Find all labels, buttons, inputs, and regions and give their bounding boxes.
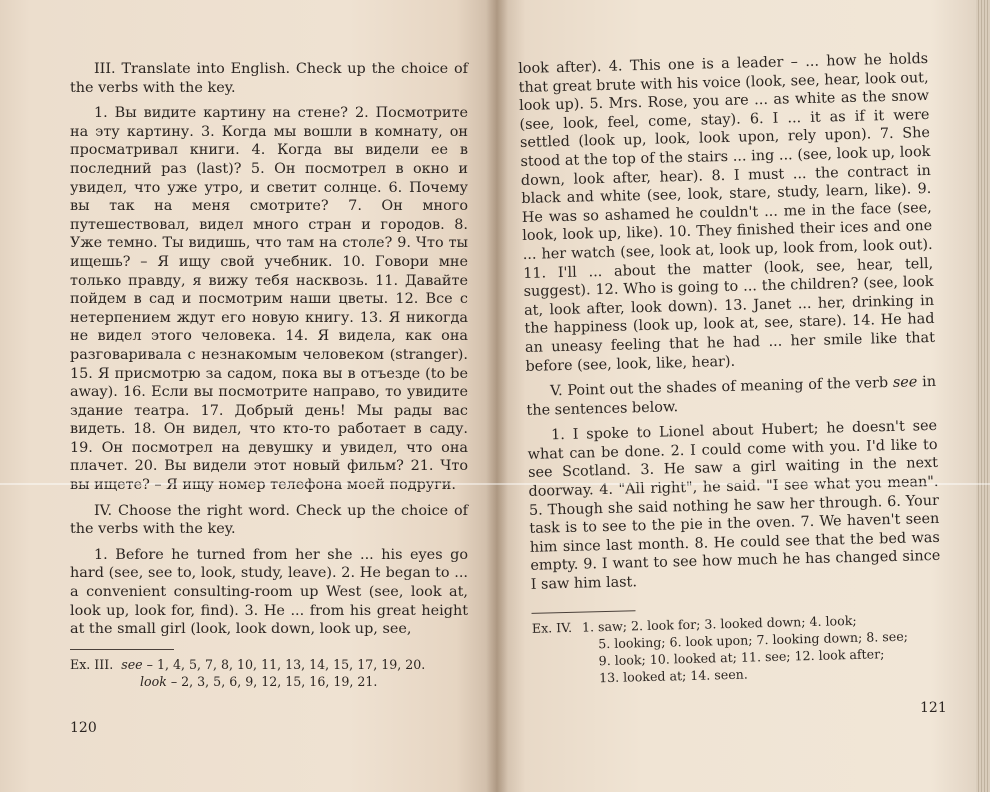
key-look-word: look <box>140 673 167 689</box>
key-label-ex4: Ex. IV. <box>531 619 573 636</box>
key-ex4-line-4: 13. looked at; 14. seen. <box>598 666 748 685</box>
exercise-5-heading-start: V. Point out the shades of meaning of the verb <box>549 375 889 400</box>
answer-key-ex4 <box>532 609 944 687</box>
page-number-right: 121 <box>920 700 947 716</box>
exercise-5-text: 1. I spoke to Lionel about Hubert; he doesn't see what can be done. 2. I could come with you. I'd like to see Scotland. 3. He saw a girl waiting in the next doorway. 4. "All right", he said. "I see what you mean". 5. Though she said nothing he saw her through. 6. Your task is to see to the pie in the oven. 7. We haven't seen him since last month. 8. He could see that the bed was empty. 9. I want to see how much he has changed since I saw him last. <box>527 418 941 593</box>
answer-key-ex3 <box>70 656 468 690</box>
key-see-body <box>113 656 468 673</box>
scan-crease <box>0 483 990 485</box>
key-ex4-line-1: 1. saw; 2. look for; 3. looked down; 4. look; <box>581 612 857 635</box>
key-ex4-line-2: 5. looking; 6. look upon; 7. looking down; 8. see; <box>598 628 909 651</box>
right-page <box>496 0 990 792</box>
footnote-divider-right <box>532 610 636 614</box>
exercise-5-heading-end: in the sentences below. <box>526 373 937 419</box>
exercise-4-heading: IV. Choose the right word. Check up the choice of the verbs with the key. <box>70 502 468 538</box>
key-look-numbers: – 2, 3, 5, 6, 9, 12, 15, 16, 19, 21. <box>170 673 378 689</box>
left-page-content <box>70 60 468 690</box>
page-stack-edge <box>976 0 990 792</box>
page-number-left: 120 <box>70 720 97 736</box>
key-see-row <box>70 656 468 673</box>
footnote-divider <box>70 649 174 650</box>
exercise-4-continuation: look after). 4. This one is a leader – ... how he holds that great brute with his voice (look, see, hear, look out, look up). 5. Mrs. Rose, you are ... as white as the snow (see, look, feel, come, stay). 6. I ... it as if it were settled (look up, look, look upon, rely upon). 7. She stood at the top of the stairs ... ing ... (see, look up, look down, look after, hear). 8. I must ... the contract in black and white (see, look, stare, study, learn, like). 9. He was so ashamed he couldn't ... me in the face (see, look, look up, like). 10. They finished their ices and one ... her watch (see, look at, look up, look from, look out). 11. I'll ... about the matter (look, see, hear, tell, suggest). 12. Who is going to ... the children? (see, look at, look after, look down). 13. Janet ... her, drinking in the happiness (look up, look at, see, stare). 14. He had an uneasy feeling that he had ... her smile like that before (see, look, like, hear). <box>518 50 936 375</box>
key-look-row <box>70 673 468 690</box>
key-see-numbers: – 1, 4, 5, 7, 8, 10, 11, 13, 14, 15, 17, 19, 20. <box>146 656 426 672</box>
key-ex4-line-3: 9. look; 10. looked at; 11. see; 12. look after; <box>598 645 885 668</box>
exercise-4-text: 1. Before he turned from her she ... his eyes go hard (see, see to, look, study, leave). 2. He began to ... a convenient consulting-room up West (see, look at, look up, look for, find). 3. He ... from his great height at the small girl (look, look down, look up, see, <box>70 546 468 638</box>
book-gutter <box>486 0 508 792</box>
exercise-3-text: 1. Вы видите картину на стене? 2. Посмотрите на эту картину. 3. Когда мы вошли в комнату, он просматривал книги. 4. Когда вы видели ее в последний раз (last)? 5. Он посмотрел в окно и увидел, что уже утро, и светит солнце. 6. Почему вы так на меня смотрите? 7. Он много путешествовал, видел много стран и городов. 8. Уже темно. Ты видишь, что там на столе? 9. Что ты ищешь? – Я ищу свой учебник. 10. Говори мне только правду, я вижу тебя насквозь. 11. Давайте пойдем в сад и посмотрим наши цветы. 12. Все с нетерпением ждут его новую книгу. 13. Я никогда не видел этого человека. 14. Я видела, как она разговаривала с незнакомым человеком (stranger). 15. Я присмотрю за садом, пока вы в отъезде (to be away). 16. Если вы посмотрите направо, то увидите здание театра. 17. Добрый день! Мы рады вас видеть. 18. Он видел, что кто-то работает в саду. 19. Он посмотрел на девушку и увидел, что она плачет. 20. Вы видели этот новый фильм? 21. Что вы ищете? – Я ищу номер телефона моей подруги. <box>70 105 468 494</box>
exercise-5-heading-verb: see <box>892 374 918 392</box>
exercise-3-heading: III. Translate into English. Check up the choice of the verbs with the key. <box>70 61 468 96</box>
exercise-5-heading <box>526 373 937 420</box>
key-label: Ex. III. <box>70 656 114 672</box>
key-see-word: see <box>121 656 143 672</box>
right-page-content <box>518 50 943 687</box>
